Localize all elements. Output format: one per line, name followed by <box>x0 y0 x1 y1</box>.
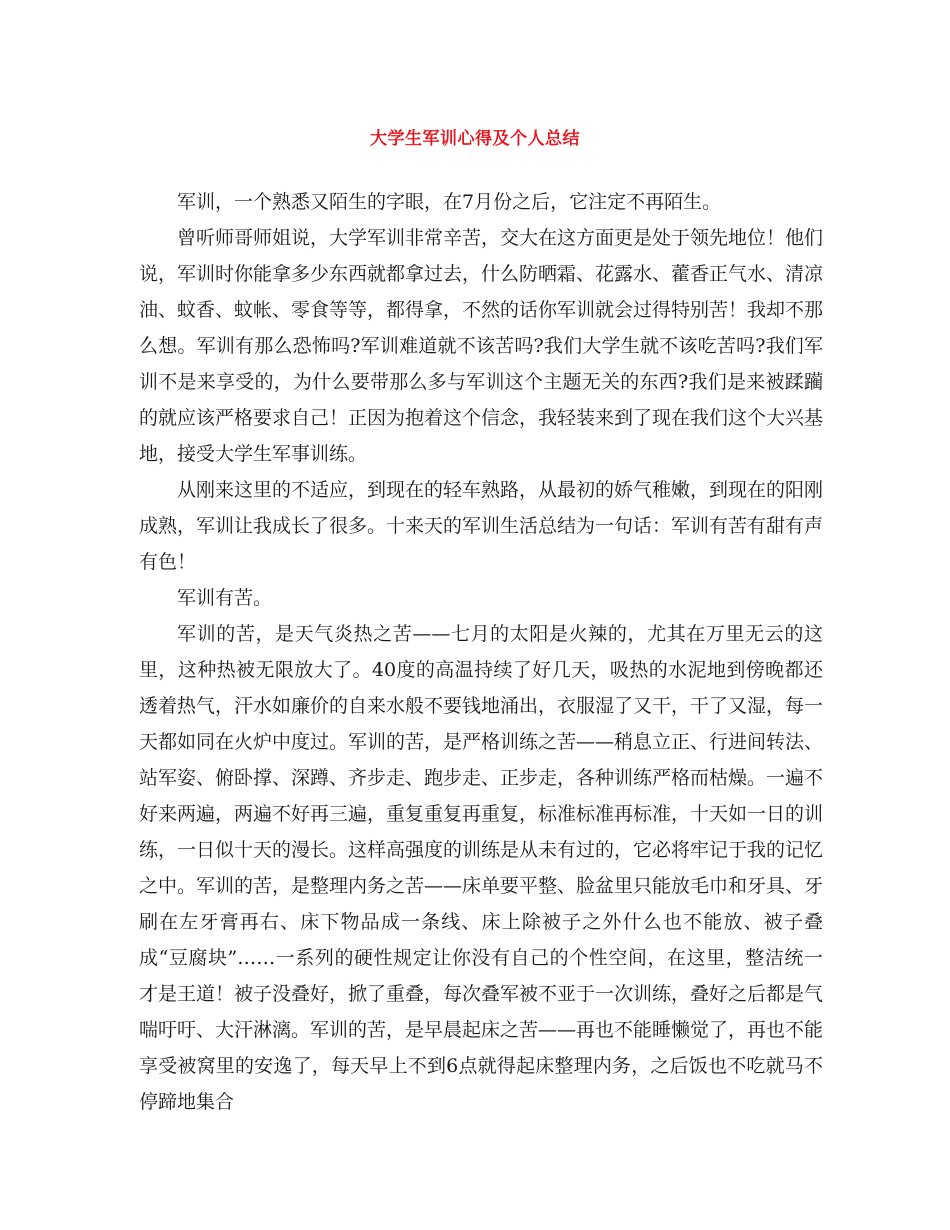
paragraph-5: 军训的苦，是天气炎热之苦——七月的太阳是火辣的，尤其在万里无云的这里，这种热被无限放大了。40度的高温持续了好几天，吸热的水泥地到傍晚都还透着热气，汗水如廉价的自来水般不要钱地涌出，衣服湿了又干，干了又湿，每一天都如同在火炉中度过。军训的苦，是严格训练之苦——稍息立正、行进间转法、站军姿、俯卧撑、深蹲、齐步走、跑步走、正步走，各种训练严格而枯燥。一遍不好来两遍，两遍不好再三遍，重复重复再重复，标准标准再标准，十天如一日的训练，一日似十天的漫长。这样高强度的训练是从未有过的，它必将牢记于我的记忆之中。军训的苦，是整理内务之苦——床单要平整、脸盆里只能放毛巾和牙具、牙刷在左牙膏再右、床下物品成一条线、床上除被子之外什么也不能放、被子叠成“豆腐块”……一系列的硬性规定让你没有自己的个性空间，在这里，整洁统一才是王道！被子没叠好，掀了重叠，每次叠军被不亚于一次训练，叠好之后都是气喘吁吁、大汗淋漓。军训的苦，是早晨起床之苦——再也不能睡懒觉了，再也不能享受被窝里的安逸了，每天早上不到6点就得起床整理内务，之后饭也不吃就马不停蹄地集合 <box>139 623 824 1113</box>
paragraph-4: 军训有苦。 <box>177 587 273 609</box>
document-body <box>139 184 823 1120</box>
document-title: 大学生军训心得及个人总结 <box>370 129 580 149</box>
paragraph-3: 从刚来这里的不适应，到现在的轻车熟路，从最初的娇气稚嫩，到现在的阳刚成熟，军训让我成长了很多。十来天的军训生活总结为一句话：军训有苦有甜有声有色！ <box>139 479 824 573</box>
paragraph-2: 曾听师哥师姐说，大学军训非常辛苦，交大在这方面更是处于领先地位！他们说，军训时你能拿多少东西就都拿过去，什么防晒霜、花露水、藿香正气水、清凉油、蚊香、蚊帐、零食等等，都得拿，不然的话你军训就会过得特别苦！我却不那么想。军训有那么恐怖吗?军训难道就不该苦吗?我们大学生就不该吃苦吗?我们军训不是来享受的，为什么要带那么多与军训这个主题无关的东西?我们是来被蹂躏的就应该严格要求自己！正因为抱着这个信念，我轻装来到了现在我们这个大兴基地，接受大学生军事训练。 <box>139 227 824 465</box>
paragraph-1: 军训，一个熟悉又陌生的字眼，在7月份之后，它注定不再陌生。 <box>177 191 722 213</box>
